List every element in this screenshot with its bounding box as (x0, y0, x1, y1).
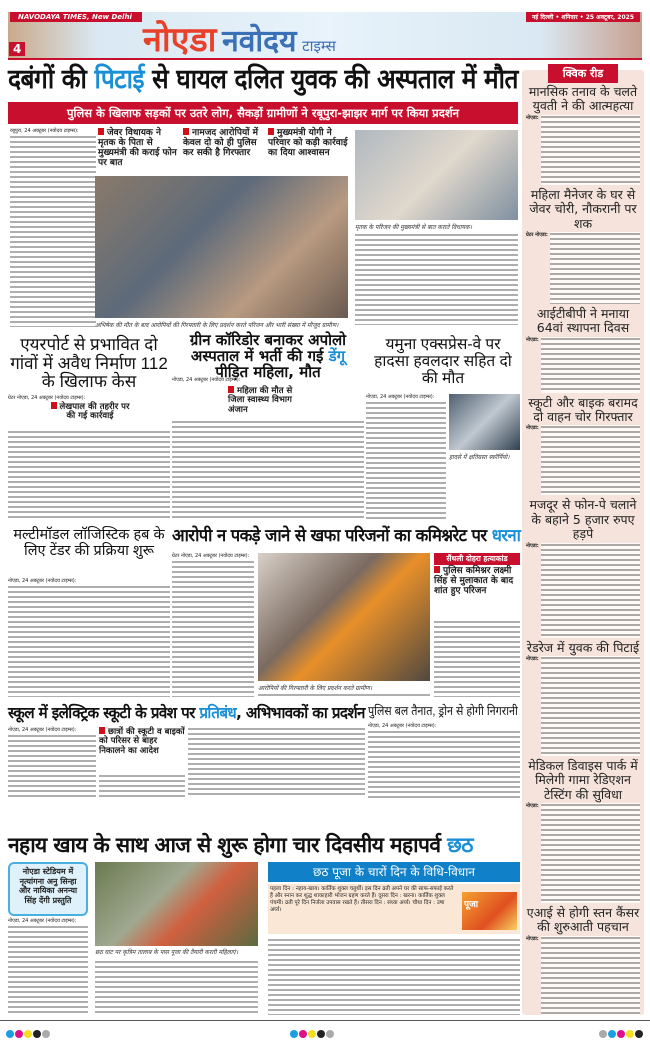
vidhi-text: पहला दिन : नहाय-खाय। कार्तिक शुक्ल चतुर्थी। इस दिन व्रती अपने घर की साफ-सफाई करते हैं और स्नान कर शुद्ध शाकाहारी भोजन ग्रहण करते हैं। दूसरा दिन : खरना। कार्तिक शुक्ल पंचमी। व्रती पूरे दिन निर्जला उपवास रखते हैं। तीसरा दिन : संध्या अर्घ्य। चौथा दिन : उषा अर्घ्य। (270, 886, 454, 914)
dharna-tag: सैंथली दोहरा हत्याकांड (434, 553, 520, 565)
quick-read-item (526, 759, 640, 903)
dharna-dateline: ग्रेटर नोएडा, 24 अक्टूबर (नवोदय टाइम्स): (172, 553, 250, 559)
vidhi-title: छठ पूजा के चारों दिन के विधि-विधान (268, 862, 520, 882)
dharna-photo (258, 553, 430, 681)
chhath-body-text-1 (8, 925, 88, 1015)
quick-read-title: मेडिकल डिवाइस पार्क में मिलेगी गामा रेडिएशन टेस्टिंग की सुविधा (528, 757, 638, 802)
yamuna-dateline: नोएडा, 24 अक्टूबर (नवोदय टाइम्स): (366, 394, 435, 400)
quick-read-label: क्विक रीड (548, 64, 618, 83)
lead-strap: पुलिस के खिलाफ सड़कों पर उतरे लोग, सैकड़ों ग्रामीणों ने रबूपुरा-झाझर मार्ग पर किया प्रदर्शन (8, 102, 518, 124)
airport-dateline: ग्रेटर नोएडा, 24 अक्टूबर (नवोदय टाइम्स): (8, 395, 86, 401)
quick-read-item (526, 396, 640, 496)
masthead (8, 12, 642, 60)
page-number: 4 (9, 42, 25, 56)
dengue-dateline: नोएडा, 24 अक्टूबर (नवोदय टाइम्स): (172, 377, 241, 383)
airport-headline: एयरपोर्ट से प्रभावित दो गांवों में अवैध निर्माण 112 के खिलाफ केस (10, 335, 168, 392)
chhath-dateline: नोएडा, 24 अक्टूबर (नवोदय टाइम्स): (8, 918, 77, 924)
yamuna-headline: यमुना एक्सप्रेस-वे पर हादसा हवलदार सहित दो की मौत (374, 336, 512, 388)
chhath-body-text-3 (268, 938, 520, 1015)
dateline: नई दिल्ली • शनिवार • 25 अक्टूबर, 2025 (526, 12, 640, 22)
edition-tag: NAVODAYA TIMES, New Delhi (10, 12, 142, 22)
chhath-box-text: नोएडा स्टेडियम में नृत्यांगना अनु सिन्हा और नायिका अनन्या सिंह देंगी प्रस्तुति (18, 867, 78, 905)
quick-read-item (526, 906, 640, 1016)
school-body-text-1 (8, 734, 96, 798)
color-dots (290, 1023, 335, 1042)
chhath-photo (95, 862, 258, 946)
quick-read-body-text (541, 543, 640, 638)
school-headline: स्कूल में इलेक्ट्रिक स्कूटी के प्रवेश पर प्रतिबंध, अभिभावकों का प्रदर्शन (8, 704, 365, 722)
quick-read-item (526, 307, 640, 393)
quick-read-column (522, 67, 644, 1015)
lead-subhead-1: जेवर विधायक ने मृतक के पिता से मुख्यमंत्री की कराई फोन पर बात (98, 128, 180, 169)
quick-read-dateline: नोएडा: (526, 425, 539, 432)
dharna-caption: आरोपियों की गिरफ्तारी के लिए प्रदर्शन करते ग्रामीण। (258, 685, 372, 692)
dengue-body-text (172, 420, 364, 520)
lead-mla-photo (355, 130, 518, 220)
quick-read-title: महिला मैनेजर के घर से जेवर चोरी, नौकरानी पर शक (529, 186, 637, 231)
dharna-side-text (434, 620, 520, 697)
puja-illustration: पूजा (462, 892, 517, 930)
school-dateline: नोएडा, 24 अक्टूबर (नवोदय टाइम्स): (8, 727, 77, 733)
lead-side-caption: मृतक के परिजन की मुख्यमंत्री से बात कराते विधायक। (355, 224, 472, 231)
dharna-body-text (172, 560, 254, 697)
color-dots (6, 1023, 51, 1042)
school-body-text-2 (99, 774, 185, 798)
airport-body-text (8, 430, 170, 520)
dengue-headline: ग्रीन कॉरिडोर बनाकर अपोलो अस्पताल में भर्ती की गई डेंगू पीड़ित महिला, मौत (189, 331, 347, 381)
quick-read-body-text (541, 656, 640, 756)
yamuna-caption: हादसे में क्षतिग्रस्त स्कॉर्पियो। (449, 454, 510, 461)
school-subhead: छात्रों की स्कूटी व बाइकों को परिसर से बाहर निकालने का आदेश (99, 727, 185, 756)
lead-body-text (10, 135, 96, 327)
quick-read-dateline: नोएडा: (526, 542, 539, 549)
quick-read-body-text (541, 337, 640, 393)
lead-protest-photo (95, 176, 348, 318)
quick-read-body-text (541, 936, 640, 1016)
drone-headline: पुलिस बल तैनात, ड्रोन से होगी निगरानी (368, 704, 518, 718)
quick-read-dateline: नोएडा: (526, 114, 539, 121)
quick-read-body-text (541, 803, 640, 903)
dengue-subhead: महिला की मौत से जिला स्वास्थ्य विभाग अंजान (228, 386, 308, 415)
drone-dateline: नोएडा, 24 अक्टूबर (नवोदय टाइम्स): (368, 723, 437, 729)
quick-read-title: रेडरेज में युवक की पिटाई (526, 639, 640, 655)
vidhi-box (268, 884, 520, 934)
airport-subhead: लेखपाल की तहरीर पर की गई कार्रवाई (50, 402, 130, 422)
dharna-subhead: पुलिस कमिश्नर लक्ष्मी सिंह से मुलाकात के बाद शांत हुए परिजन (434, 566, 520, 597)
quick-read-title: मजदूर से फोन-पे चलाने के बहाने 5 हजार रुपए हड़पे (529, 497, 637, 542)
quick-read-dateline: नोएडा: (526, 803, 539, 809)
school-body-text-3 (188, 727, 365, 798)
quick-read-item (526, 85, 640, 185)
chhath-headline: नहाय खाय के साथ आज से शुरू होगा चार दिवसीय महापर्व छठ (8, 833, 473, 857)
quick-read-title: स्कूटी और बाइक बरामद दो वाहन चोर गिरफ्तार (528, 394, 638, 424)
yamuna-body-text (366, 401, 446, 520)
chhath-caption: छठ घाट पर कृत्रिम तालाब के पास पूजा की तैयारी करती महिलाएं। (95, 949, 238, 956)
logistics-body-text (8, 585, 170, 697)
lead-subhead-3: मुख्यमंत्री योगी ने परिवार को कड़ी कार्रवाई का दिया आश्वासन (268, 128, 352, 159)
quick-read-title: एआई से होगी स्तन कैंसर की शुरुआती पहचान (526, 905, 640, 935)
logistics-headline: मल्टीमॉडल लॉजिस्टिक हब के लिए टेंडर की प्रक्रिया शुरू (13, 527, 165, 559)
lead-headline: दबंगों की पिटाई से घायल दलित युवक की अस्पताल में मौत (8, 64, 519, 95)
lead-subhead-2: नामजद आरोपियों में केवल दो को ही पुलिस कर सकी है गिरफ्तार (183, 128, 265, 159)
quick-read-item (526, 498, 640, 637)
quick-read-dateline: ग्रेटर नोएडा: (526, 231, 548, 238)
quick-read-item (526, 188, 640, 304)
quick-read-dateline: नोएडा: (526, 336, 539, 343)
dharna-bottom-text (258, 693, 430, 697)
quick-read-body-text (550, 232, 640, 304)
yamuna-accident-photo (449, 394, 520, 450)
quick-read-item (526, 641, 640, 756)
registration-marks (0, 1020, 650, 1030)
chhath-box (8, 862, 88, 916)
quick-read-dateline: नोएडा: (526, 935, 539, 942)
quick-read-body-text (541, 425, 640, 495)
drone-body-text (368, 730, 520, 798)
quick-read-title: मानसिक तनाव के चलते युवती ने की आत्महत्या (528, 84, 638, 114)
chhath-body-text-2 (95, 960, 258, 1015)
logistics-dateline: नोएडा, 24 अक्टूबर (नवोदय टाइम्स): (8, 578, 77, 584)
quick-read-dateline: नोएडा: (526, 655, 539, 662)
quick-read-body-text (541, 115, 640, 185)
dharna-headline: आरोपी न पकड़े जाने से खफा परिजनों का कमिश्नरेट पर धरना (172, 526, 521, 546)
quick-read-title: आईटीबीपी ने मनाया 64वां स्थापना दिवस (536, 305, 630, 336)
lead-side-text (355, 233, 518, 325)
lead-dateline: रबूपुरा, 24 अक्टूबर (नवोदय टाइम्स): (10, 128, 79, 134)
lead-photo-caption: अभिषेक की मौत के बाद आरोपियों की गिरफ्तारी के लिए प्रदर्शन करते परिजन और भारी संख्या में मौजूद ग्रामीण। (95, 322, 339, 329)
color-dots (599, 1023, 644, 1042)
newspaper-title: नोएडा नवोदय टाइम्स (143, 20, 336, 60)
